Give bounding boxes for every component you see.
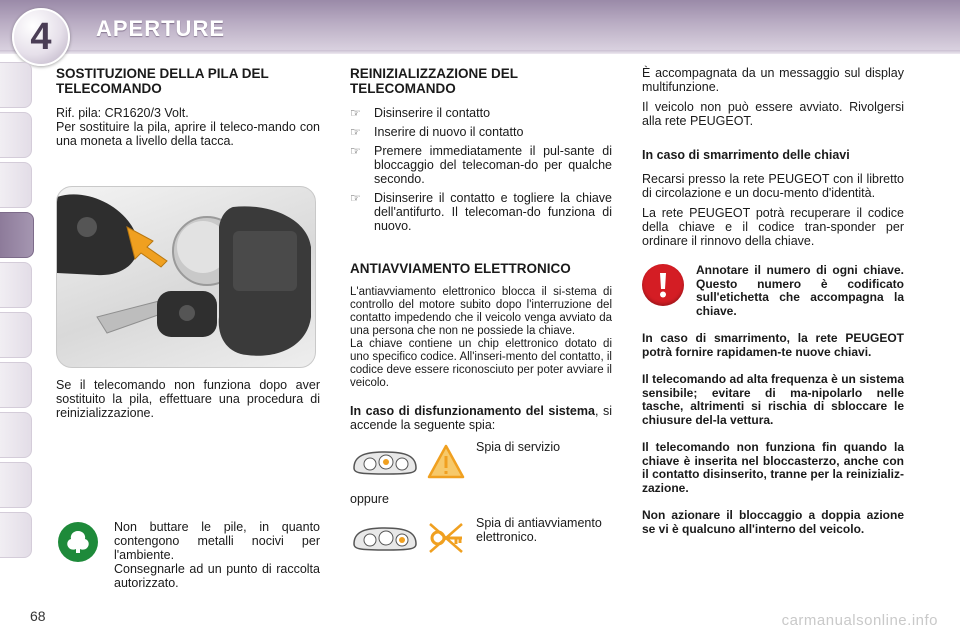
battery-section-title: SOSTITUZIONE DELLA PILA DEL TELECOMANDO [56, 66, 269, 96]
section-tab-rail [0, 62, 36, 582]
no-start-text: Il veicolo non può essere avviato. Rivolgersi alla rete PEUGEOT. [642, 100, 904, 128]
warning-steering-lock-text: Il telecomando non funziona fin quando la chiave è inserita nel bloccasterzo, anche con il contatto disinserito, tranne per la reinizializ-zazione. [642, 440, 904, 495]
reinit-step: ☞ Disinserire il contatto e togliere la chiave dell'antifurto. Il telecoman-do funziona di nuovo. [350, 191, 612, 233]
battery-failure-text: Se il telecomando non funziona dopo aver sostituito la pila, effettuare una procedura di reinizializzazione. [56, 378, 320, 420]
reinit-step: ☞ Disinserire il contatto [350, 106, 491, 120]
service-indicator-label: Spia di servizio [476, 440, 561, 454]
lost-keys-text-2: La rete PEUGEOT potrà recuperare il codice della chiave e il codice tran-sponder per ordinare il rinnovo della chiave. [642, 206, 904, 248]
pointing-hand-icon: ☞ [350, 106, 361, 120]
warning-deadlock-text: Non azionare il bloccaggio a doppia azione se vi è qualcuno all'interno del veicolo. [642, 508, 904, 536]
lost-keys-text-1: Recarsi presso la rete PEUGEOT con il libretto di circolazione e un docu-mento d'identità. [642, 172, 904, 200]
recycle-note [56, 520, 320, 590]
middle-column [350, 66, 612, 562]
reinit-steps-list [350, 106, 612, 233]
pointing-hand-icon: ☞ [350, 191, 361, 205]
remote-battery-photo [56, 186, 316, 368]
left-column-lower [56, 378, 320, 426]
section-tab-8[interactable] [0, 412, 32, 458]
warning-triangle-icon [426, 442, 466, 482]
pointing-hand-icon: ☞ [350, 144, 361, 158]
header-divider [0, 50, 960, 54]
malfunction-paragraph [350, 404, 612, 432]
recycle-icon [58, 522, 98, 562]
section-tab-9[interactable] [0, 462, 32, 508]
immobilizer-text: L'antiavviamento elettronico blocca il si-stema di controllo del motore subito dopo l'interruzione del contatto impedendo che il veicolo venga avviato da una persona che non ne possiede la chiave. La chiave contiene un chip elettronico dotato di uno specifico codice. All'inseri-mento del contatto, il codice deve essere riconosciuto per poter avviare il veicolo. [350, 286, 612, 389]
key-crossed-icon [426, 518, 466, 558]
immobilizer-indicator-row [350, 516, 612, 560]
reinit-step: ☞ Premere immediatamente il pul-sante di bloccaggio del telecoman-do per qualche secondo. [350, 144, 612, 186]
immobilizer-indicator-label: Spia di antiavviamento elettronico. [476, 516, 602, 544]
section-tab-5[interactable] [0, 262, 32, 308]
instrument-cluster-icon [350, 524, 420, 552]
watermark: carmanualsonline.info [781, 612, 938, 629]
section-tab-6[interactable] [0, 312, 32, 358]
chapter-number: 4 [30, 15, 52, 58]
page-number: 68 [30, 608, 46, 624]
warning-note [642, 264, 904, 318]
recycle-text: Non buttare le pile, in quanto contengono metalli nocivi per l'ambiente. Consegnarle ad un punto di raccolta autorizzato. [114, 520, 320, 590]
section-tab-3[interactable] [0, 162, 32, 208]
battery-text: Rif. pila: CR1620/3 Volt. Per sostituire la pila, aprire il teleco-mando con una moneta a livello della tacca. [56, 106, 320, 148]
immobilizer-section-title: ANTIAVVIAMENTO ELETTRONICO [350, 261, 571, 276]
chapter-title: APERTURE [96, 16, 226, 41]
warning-lost-keys-text: In caso di smarrimento, la rete PEUGEOT potrà fornire rapidamen-te nuove chiavi. [642, 331, 904, 359]
section-tab-4-active[interactable] [0, 212, 34, 258]
section-tab-7[interactable] [0, 362, 32, 408]
instrument-cluster-icon [350, 448, 420, 476]
reinit-section-title: REINIZIALIZZAZIONE DEL TELECOMANDO [350, 66, 518, 96]
message-text: È accompagnata da un messaggio sul display multifunzione. [642, 66, 904, 94]
pointing-hand-icon: ☞ [350, 125, 361, 139]
warning-key-number-text: Annotare il numero di ogni chiave. Questo numero è codificato sull'etichetta che accompagna la chiave. [696, 263, 904, 318]
malfunction-rest: , si accende la seguente spia: [350, 404, 612, 432]
section-tab-10[interactable] [0, 512, 32, 558]
reinit-step: ☞ Inserire di nuovo il contatto [350, 125, 524, 139]
exclamation-icon [642, 264, 684, 306]
malfunction-bold: In caso di disfunzionamento del sistema [350, 404, 595, 418]
warning-high-frequency-text: Il telecomando ad alta frequenza è un sistema sensibile; evitare di ma-nipolarlo nelle tasche, altrimenti si rischia di sbloccare le chiusure del-la vettura. [642, 372, 904, 427]
right-column [642, 66, 904, 550]
oppure-text: oppure [350, 492, 389, 506]
lost-keys-title: In caso di smarrimento delle chiavi [642, 148, 850, 162]
chapter-badge [12, 8, 70, 66]
section-tab-2[interactable] [0, 112, 32, 158]
remote-key-illustration [57, 187, 316, 368]
left-column [56, 66, 320, 154]
service-indicator-row [350, 440, 612, 484]
section-tab-1[interactable] [0, 62, 32, 108]
